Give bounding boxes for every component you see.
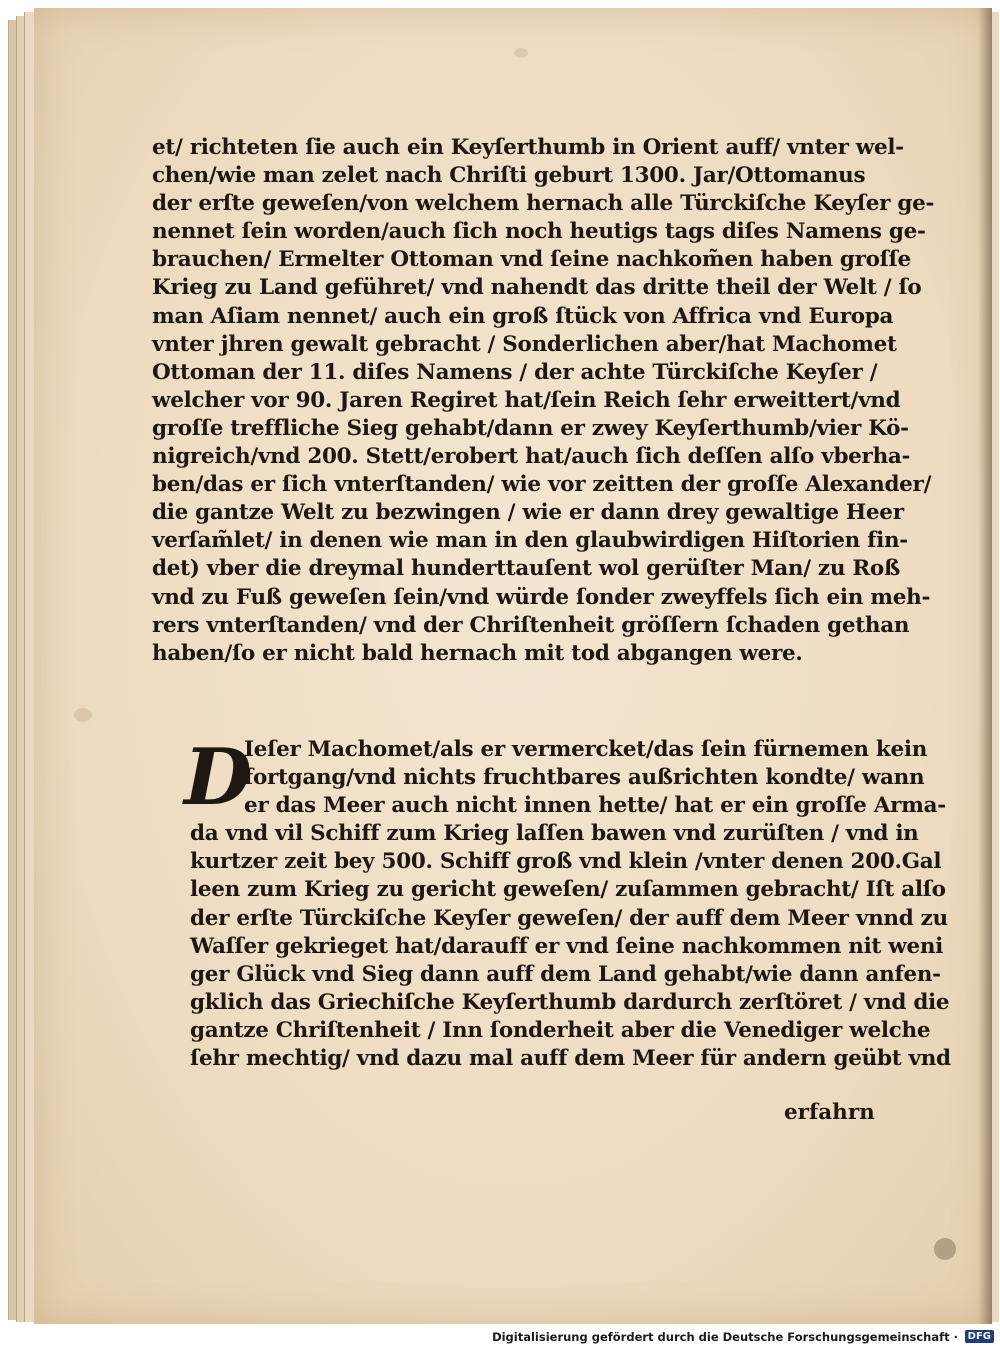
text-line: vnd zu Fuß geweſen ſein/vnd würde ſonder zweyffels ſich ein meh- (152, 584, 931, 610)
text-line: et/ richteten ſie auch ein Keyſerthumb in Orient auff/ vnter wel- (152, 135, 904, 160)
text-line: groſſe treffliche Sieg gehabt/dann er zwey Keyſerthumb/vier Kö- (152, 415, 909, 441)
paragraph-2 (184, 732, 951, 1073)
text-line: brauchen/ Ermelter Ottoman vnd ſeine nachkom̃en haben groſſe (152, 247, 911, 273)
spine-shadow (978, 8, 992, 1324)
drop-cap-initial: D (184, 732, 252, 823)
text-line: ſehr mechtig/ vnd dazu mal auff dem Meer für andern geübt vnd (190, 1046, 951, 1072)
text-line: die gantze Welt zu bezwingen / wie er dann drey gewaltige Heer (152, 500, 904, 526)
text-line: kurtzer zeit bey 500. Schiff groß vnd klein /vnter denen 200.Gal (190, 849, 942, 875)
text-line: leen zum Krieg zu gericht geweſen/ zuſammen gebracht/ Iſt alſo (190, 877, 946, 903)
text-line: der erſte geweſen/von welchem hernach alle Türckiſche Keyſer ge- (152, 191, 935, 217)
dfg-logo-icon: DFG (965, 1330, 994, 1343)
paper-stain (74, 708, 92, 722)
paper-stain (514, 48, 528, 58)
text-line: Ieſer Machomet/als er vermercket/das ſein fürnemen kein (244, 737, 928, 762)
text-line: haben/ſo er nicht bald hernach mit tod abgangen were. (152, 640, 803, 666)
footer-bar (0, 1327, 1000, 1349)
text-line: gantze Chriſtenheit / Inn ſonderheit aber die Venediger welche (190, 1017, 931, 1043)
text-line: Krieg zu Land geführet/ vnd nahendt das dritte theil der Welt / ſo (152, 275, 922, 301)
text-line: vnter jhren gewalt gebracht / Sonderlichen aber/hat Machomet (152, 331, 897, 357)
text-line: ger Glück vnd Sieg dann auff dem Land gehabt/wie dann anfen- (190, 961, 941, 987)
text-line: der erſte Türckiſche Keyſer geweſen/ der auff dem Meer vnnd zu (190, 905, 948, 931)
text-line: da vnd vil Schiff zum Krieg laſſen bawen vnd zurüſten / vnd in (190, 821, 919, 847)
text-line: verſam̃let/ in denen wie man in den glaubwirdigen Hiſtorien fin- (152, 528, 908, 554)
digitization-credit: Digitalisierung gefördert durch die Deutsche Forschungsgemeinschaft · (492, 1330, 958, 1344)
text-line: fortgang/vnd nichts fruchtbares außrichten kondte/ wann (244, 765, 925, 791)
text-line: nennet ſein worden/auch ſich noch heutigs tags diſes Namens ge- (152, 219, 926, 245)
text-line: gklich das Griechiſche Keyſerthumb dardurch zerſtöret / vnd die (190, 989, 950, 1015)
text-line: nigreich/vnd 200. Stett/erobert hat/auch ſich deſſen alſo vberha- (152, 444, 911, 470)
text-line: man Aſiam nennet/ auch ein groß ſtück von Affrica vnd Europa (152, 303, 894, 329)
paper-stain (934, 1238, 956, 1260)
text-line: chen/wie man zelet nach Chriſti geburt 1300. Jar/Ottomanus (152, 163, 866, 189)
paragraph-1 (152, 134, 935, 668)
text-line: er das Meer auch nicht innen hette/ hat er ein groſſe Arma- (244, 793, 946, 819)
text-line: rers vnterſtanden/ vnd der Chriſtenheit gröſſern ſchaden gethan (152, 612, 910, 638)
text-line: Ottoman der 11. diſes Namens / der achte Türckiſche Keyſer / (152, 359, 878, 385)
text-line: welcher vor 90. Jaren Regiret hat/ſein Reich ſehr erweittert/vnd (152, 387, 901, 413)
text-line: Waſſer gekrieget hat/darauff er vnd ſeine nachkommen nit weni (190, 933, 944, 959)
text-line: ben/das er ſich vnterſtanden/ wie vor zeitten der groſſe Alexander/ (152, 472, 932, 498)
catchword: erfahrn (784, 1100, 875, 1125)
text-line: det) vber die dreymal hunderttauſent wol gerüſter Man/ zu Roß (152, 556, 900, 582)
